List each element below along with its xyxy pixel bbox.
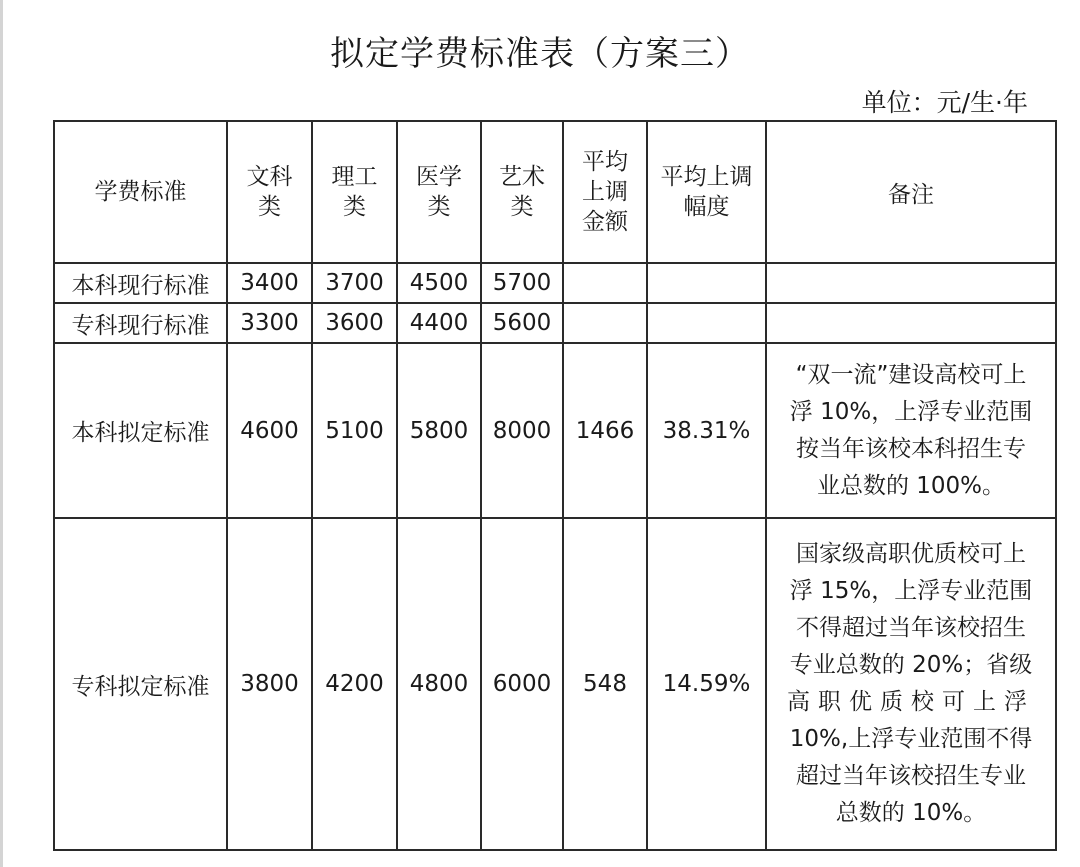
cell-avg-increase-amount	[563, 303, 647, 343]
cell-medicine: 4800	[397, 518, 481, 850]
table-row	[54, 263, 1056, 303]
cell-liberal-arts: 3300	[227, 303, 312, 343]
remark-line: 业总数的 100%。	[816, 472, 1006, 499]
table-row	[54, 303, 1056, 343]
unit-label: 单位：元/生·年	[861, 88, 1028, 117]
cell-remarks	[766, 343, 1056, 518]
header-standard: 学费标准	[54, 121, 227, 263]
cell-arts: 6000	[481, 518, 563, 850]
cell-avg-increase-amount: 548	[563, 518, 647, 850]
table-row	[54, 518, 1056, 850]
cell-arts: 5700	[481, 263, 563, 303]
cell-arts: 8000	[481, 343, 563, 518]
cell-avg-increase-rate: 38.31%	[647, 343, 766, 518]
header-avg-increase-amount: 平均 上调 金额	[563, 121, 647, 263]
cell-arts: 5600	[481, 303, 563, 343]
row-label: 专科现行标准	[54, 303, 227, 343]
cell-avg-increase-amount	[563, 263, 647, 303]
cell-medicine: 4500	[397, 263, 481, 303]
header-science-engineering: 理工 类	[312, 121, 397, 263]
cell-avg-increase-amount: 1466	[563, 343, 647, 518]
cell-remarks	[766, 518, 1056, 850]
row-label: 本科拟定标准	[54, 343, 227, 518]
remark-line: 浮 15%，上浮专业范围	[789, 578, 1033, 604]
header-remarks: 备注	[766, 121, 1056, 263]
remark-line: 10%,上浮专业范围不得	[789, 726, 1033, 752]
remark-line: 国家级高职优质校可上	[796, 541, 1026, 567]
cell-avg-increase-rate: 14.59%	[647, 518, 766, 850]
table-row	[54, 343, 1056, 518]
remark-line: 专业总数的 20%；省级	[789, 652, 1033, 678]
row-label: 本科现行标准	[54, 263, 227, 303]
remark-line: “双一流”建设高校可上	[795, 361, 1027, 388]
page-title: 拟定学费标准表（方案三）	[330, 34, 750, 74]
remark-line: 高职优质校可上浮	[787, 689, 1035, 715]
remark-line: 不得超过当年该校招生	[796, 615, 1026, 641]
header-arts: 艺术 类	[481, 121, 563, 263]
cell-remarks	[766, 263, 1056, 303]
remark-line: 浮 10%，上浮专业范围	[789, 398, 1033, 425]
cell-medicine: 4400	[397, 303, 481, 343]
header-medicine: 医学 类	[397, 121, 481, 263]
left-edge-shadow	[0, 0, 3, 867]
header-liberal-arts: 文科 类	[227, 121, 312, 263]
cell-liberal-arts: 3400	[227, 263, 312, 303]
fee-standard-table	[53, 120, 1057, 851]
cell-medicine: 5800	[397, 343, 481, 518]
cell-avg-increase-rate	[647, 263, 766, 303]
row-label: 专科拟定标准	[54, 518, 227, 850]
cell-science-engineering: 5100	[312, 343, 397, 518]
header-avg-increase-rate: 平均上调 幅度	[647, 121, 766, 263]
cell-avg-increase-rate	[647, 303, 766, 343]
cell-science-engineering: 3600	[312, 303, 397, 343]
cell-remarks	[766, 303, 1056, 343]
cell-science-engineering: 4200	[312, 518, 397, 850]
remark-line: 总数的 10%。	[835, 800, 987, 826]
cell-liberal-arts: 4600	[227, 343, 312, 518]
cell-science-engineering: 3700	[312, 263, 397, 303]
remark-line: 超过当年该校招生专业	[796, 763, 1026, 789]
cell-liberal-arts: 3800	[227, 518, 312, 850]
remark-line: 按当年该校本科招生专	[796, 435, 1026, 462]
header-row	[54, 121, 1056, 263]
